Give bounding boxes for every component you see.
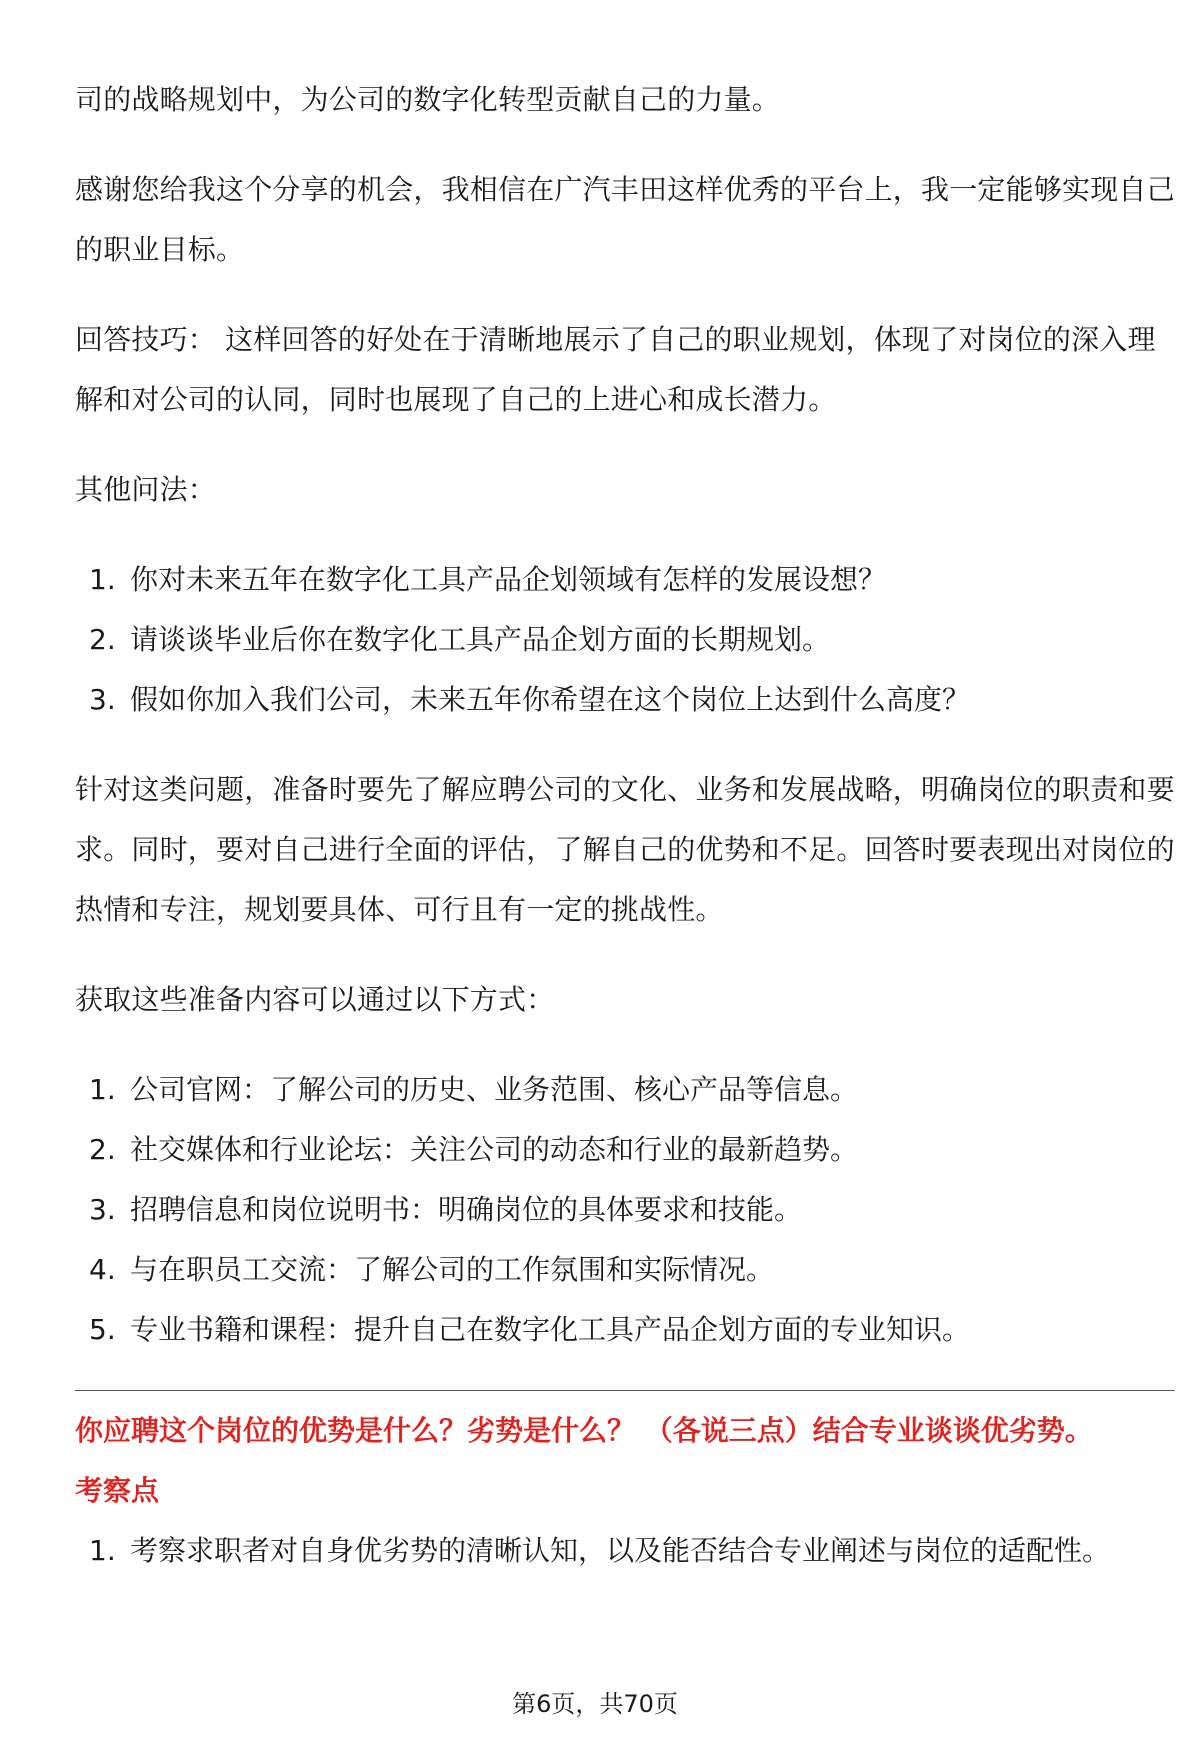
question-heading: 你应聘这个岗位的优势是什么？劣势是什么？ （各说三点）结合专业谈谈优劣势。 bbox=[75, 1414, 1093, 1447]
document-page bbox=[75, 70, 1175, 1611]
prep-methods-list bbox=[75, 1060, 1175, 1360]
list-item-text: 与在职员工交流：了解公司的工作氛围和实际情况。 bbox=[130, 1253, 775, 1286]
paragraph-answer-tips: 回答技巧： 这样回答的好处在于清晰地展示了自己的职业规划，体现了对岗位的深入理解和对公司的认同，同时也展现了自己的上进心和成长潜力。 bbox=[75, 323, 1156, 416]
list-number: 2. bbox=[89, 623, 116, 656]
list-item-text: 招聘信息和岗位说明书：明确岗位的具体要求和技能。 bbox=[130, 1193, 803, 1226]
list-number: 5. bbox=[89, 1313, 116, 1346]
list-item-text: 你对未来五年在数字化工具产品企划领域有怎样的发展设想？ bbox=[130, 563, 887, 596]
list-item bbox=[75, 1240, 1175, 1300]
focus-points-list bbox=[75, 1521, 1175, 1581]
list-item bbox=[75, 1521, 1175, 1581]
list-number: 2. bbox=[89, 1133, 116, 1166]
list-number: 3. bbox=[89, 683, 116, 716]
list-item-text: 假如你加入我们公司，未来五年你希望在这个岗位上达到什么高度？ bbox=[130, 683, 971, 716]
list-number: 4. bbox=[89, 1253, 116, 1286]
paragraph-preparation: 针对这类问题，准备时要先了解应聘公司的文化、业务和发展战略，明确岗位的职责和要求。同时，要对自己进行全面的评估，了解自己的优势和不足。回答时要表现出对岗位的热情和专注，规划要具体、可行且有一定的挑战性。 bbox=[75, 773, 1175, 926]
list-item bbox=[75, 1060, 1175, 1120]
list-item bbox=[75, 550, 1175, 610]
paragraph-prep-methods-label: 获取这些准备内容可以通过以下方式： bbox=[75, 983, 555, 1016]
list-item bbox=[75, 1120, 1175, 1180]
list-item bbox=[75, 670, 1175, 730]
list-item bbox=[75, 1180, 1175, 1240]
list-item-text: 请谈谈毕业后你在数字化工具产品企划方面的长期规划。 bbox=[130, 623, 831, 656]
paragraph-thanks: 感谢您给我这个分享的机会，我相信在广汽丰田这样优秀的平台上，我一定能够实现自己的职业目标。 bbox=[75, 173, 1175, 266]
list-item bbox=[75, 1300, 1175, 1360]
page-footer: 第6页，共70页 bbox=[512, 1690, 678, 1718]
list-number: 1. bbox=[89, 563, 116, 596]
list-number: 1. bbox=[89, 1534, 116, 1567]
paragraph-other-questions-label: 其他问法： bbox=[75, 473, 217, 506]
paragraph-continuation: 司的战略规划中，为公司的数字化转型贡献自己的力量。 bbox=[75, 83, 781, 116]
list-item-text: 公司官网：了解公司的历史、业务范围、核心产品等信息。 bbox=[130, 1073, 859, 1106]
section-divider bbox=[75, 1390, 1175, 1391]
other-questions-list bbox=[75, 550, 1175, 730]
list-item-text: 专业书籍和课程：提升自己在数字化工具产品企划方面的专业知识。 bbox=[130, 1313, 971, 1346]
focus-heading: 考察点 bbox=[75, 1474, 160, 1507]
list-number: 1. bbox=[89, 1073, 116, 1106]
list-item bbox=[75, 610, 1175, 670]
list-item-text: 社交媒体和行业论坛：关注公司的动态和行业的最新趋势。 bbox=[130, 1133, 859, 1166]
list-item-text: 考察求职者对自身优劣势的清晰认知，以及能否结合专业阐述与岗位的适配性。 bbox=[130, 1534, 1111, 1567]
list-number: 3. bbox=[89, 1193, 116, 1226]
